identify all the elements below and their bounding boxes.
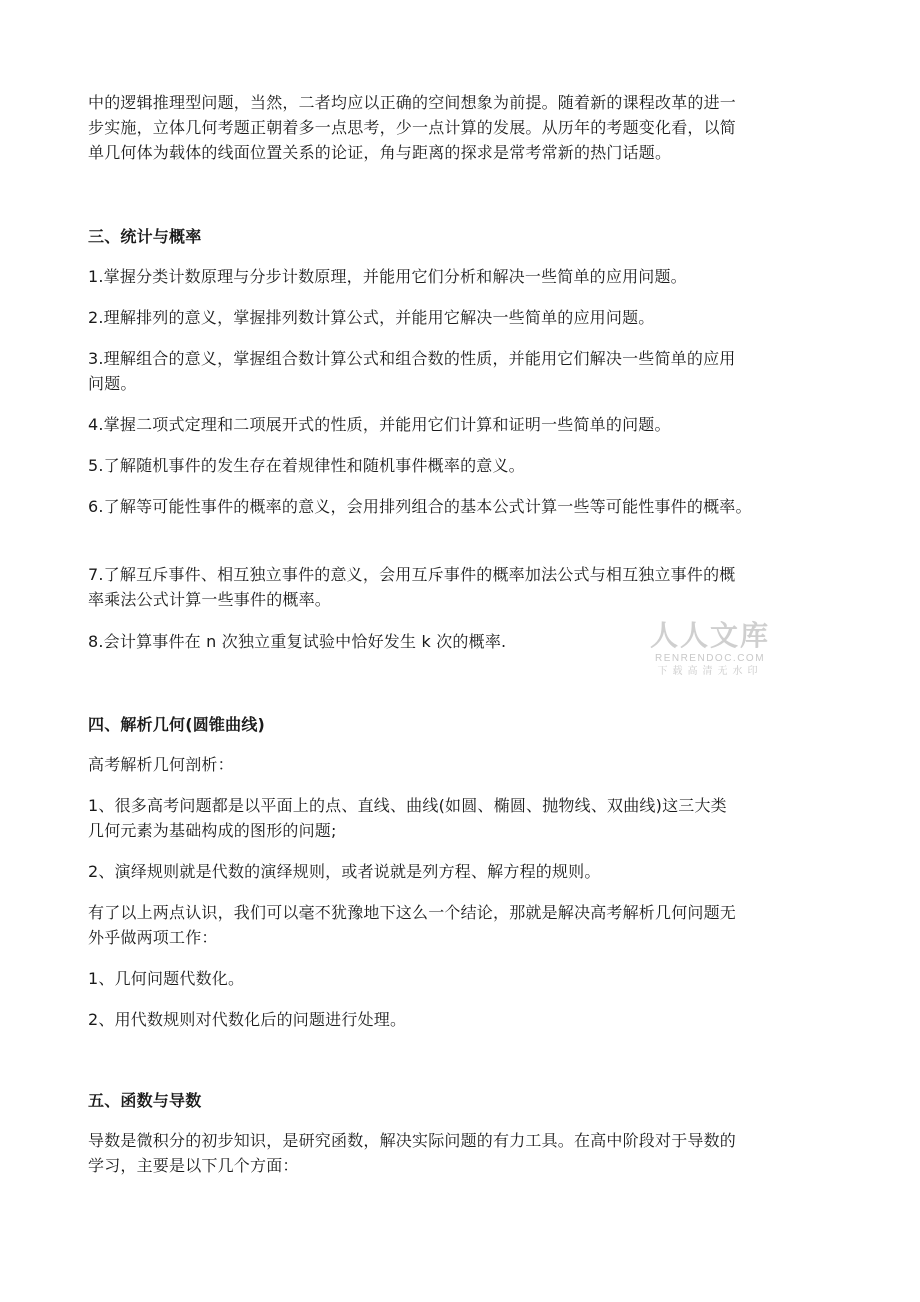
intro-paragraph: 中的逻辑推理型问题，当然，二者均应以正确的空间想象为前提。随着新的课程改革的进一 步实施，立体几何考题正朝着多一点思考，少一点计算的发展。从历年的考题变化看，以简 单几何体为载体的线面位置关系的论证，角与距离的探求是常考常新的热门话题。 [88, 93, 737, 162]
section-4-paragraph-6: 2、用代数规则对代数化后的问题进行处理。 [88, 1010, 407, 1029]
section-5-paragraph-1: 导数是微积分的初步知识，是研究函数，解决实际问题的有力工具。在高中阶段对于导数的 学习，主要是以下几个方面： [88, 1131, 737, 1175]
section-4-paragraph-4: 有了以上两点认识，我们可以毫不犹豫地下这么一个结论，那就是解决高考解析几何问题无 外乎做两项工作： [88, 903, 737, 947]
watermark-title: 人人文库 [649, 619, 770, 652]
section-3-item-7: 7.了解互斥事件、相互独立事件的意义，会用互斥事件的概率加法公式与相互独立事件的概 率乘法公式计算一些事件的概率。 [88, 565, 736, 609]
watermark-tagline: 下载高清无水印 [657, 666, 763, 677]
section-3-title: 三、统计与概率 [88, 227, 202, 246]
section-5-title: 五、函数与导数 [88, 1091, 202, 1110]
section-4-paragraph-2: 1、很多高考问题都是以平面上的点、直线、曲线(如圆、椭圆、抛物线、双曲线)这三大类 几何元素为基础构成的图形的问题; [88, 796, 727, 840]
watermark-logo [640, 620, 780, 684]
section-3-item-8: 8.会计算事件在 n 次独立重复试验中恰好发生 k 次的概率. [88, 632, 507, 651]
section-3-item-5: 5.了解随机事件的发生存在着规律性和随机事件概率的意义。 [88, 456, 525, 475]
section-4-title: 四、解析几何(圆锥曲线) [88, 715, 266, 734]
section-3-item-3: 3.理解组合的意义，掌握组合数计算公式和组合数的性质，并能用它们解决一些简单的应用 问题。 [88, 349, 736, 393]
section-4-paragraph-1: 高考解析几何剖析： [88, 755, 234, 774]
section-3-item-6: 6.了解等可能性事件的概率的意义，会用排列组合的基本公式计算一些等可能性事件的概率。 [88, 497, 752, 516]
section-3-item-2: 2.理解排列的意义，掌握排列数计算公式，并能用它解决一些简单的应用问题。 [88, 308, 655, 327]
section-4-paragraph-5: 1、几何问题代数化。 [88, 969, 245, 988]
section-4-paragraph-3: 2、演绎规则就是代数的演绎规则，或者说就是列方程、解方程的规则。 [88, 862, 601, 881]
section-3-item-4: 4.掌握二项式定理和二项展开式的性质，并能用它们计算和证明一些简单的问题。 [88, 415, 671, 434]
watermark-domain: RENRENDOC.COM [654, 653, 766, 664]
section-3-item-1: 1.掌握分类计数原理与分步计数原理，并能用它们分析和解决一些简单的应用问题。 [88, 267, 687, 286]
